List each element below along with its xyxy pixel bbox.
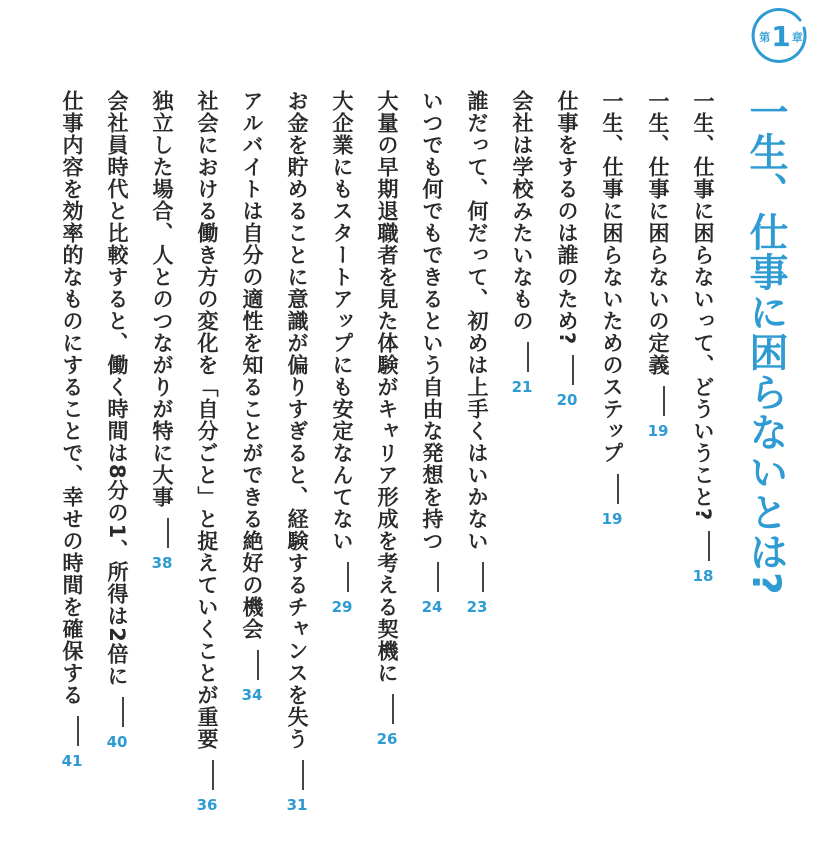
toc-entry-text: アルバイトは自分の適性を知ることができる絶好の機会 xyxy=(240,90,264,640)
chapter-prefix: 第 xyxy=(759,31,771,44)
toc-entry[interactable] xyxy=(331,90,352,615)
toc-entry[interactable] xyxy=(466,90,487,615)
toc-entry[interactable] xyxy=(196,90,217,813)
leader-line xyxy=(527,342,529,372)
toc-entry[interactable] xyxy=(647,90,668,439)
toc-entry[interactable] xyxy=(151,90,172,571)
chapter-title: 一生、仕事に困らないとは? xyxy=(743,92,788,596)
toc-page-number: 41 xyxy=(61,752,83,770)
toc-page-number: 36 xyxy=(196,796,218,814)
toc-entry-text: 一生、仕事に困らないの定義 xyxy=(646,90,670,376)
toc-entry[interactable] xyxy=(286,90,307,813)
toc-entry[interactable] xyxy=(511,90,532,395)
toc-entry-text: 会社は学校みたいなもの xyxy=(510,90,534,332)
toc-page-number: 40 xyxy=(106,732,128,751)
toc-entry[interactable] xyxy=(421,90,442,615)
toc-entry-text: 誰だって、何だって、初めは上手くはいかない xyxy=(465,90,489,552)
toc-entry[interactable] xyxy=(376,90,397,747)
toc-entry-text: いつでも何でもできるという自由な発想を持つ xyxy=(420,90,444,552)
toc-entry[interactable] xyxy=(241,90,262,703)
chapter-badge xyxy=(750,6,812,68)
toc-entry-text: 独立した場合、人とのつながりが特に大事 xyxy=(150,90,174,508)
toc-entry-text: 一生、仕事に困らないって、どういうこと? xyxy=(691,90,715,522)
toc-entry[interactable] xyxy=(61,90,82,769)
leader-line xyxy=(167,518,169,548)
toc-entry-text: 一生、仕事に困らないためのステップ xyxy=(600,90,624,464)
leader-line xyxy=(708,531,710,561)
toc-entry[interactable] xyxy=(106,90,127,750)
toc-entry-text: 社会における働き方の変化を「自分ごと」と捉えていくことが重要 xyxy=(195,90,219,750)
leader-line xyxy=(617,474,619,504)
toc-entry-text: 大企業にもスタートアップにも安定なんてない xyxy=(330,90,354,552)
leader-line xyxy=(122,697,124,727)
toc-page-number: 34 xyxy=(241,686,263,704)
toc-page-number: 29 xyxy=(331,598,353,616)
toc-entry-text: 仕事をするのは誰のため? xyxy=(555,90,579,346)
toc-page-number: 18 xyxy=(692,567,714,586)
toc-page-number: 20 xyxy=(556,391,578,410)
toc-page-number: 31 xyxy=(286,796,308,814)
leader-line xyxy=(77,716,79,746)
toc-entry-text: 大量の早期退職者を見た体験がキャリア形成を考える契機に xyxy=(375,90,399,684)
toc-page-number: 19 xyxy=(601,510,623,528)
toc-page-number: 24 xyxy=(421,598,443,616)
leader-line xyxy=(347,562,349,592)
toc-entry-text: 仕事内容を効率的なものにすることで、幸せの時間を確保する xyxy=(60,90,84,706)
toc-entry[interactable] xyxy=(556,90,577,408)
leader-line xyxy=(437,562,439,592)
toc-entry-text: 会社員時代と比較すると、働く時間は8分の1、所得は2倍に xyxy=(105,90,129,687)
leader-line xyxy=(257,650,259,680)
toc-entry[interactable] xyxy=(692,90,713,584)
leader-line xyxy=(212,760,214,790)
leader-line xyxy=(663,386,665,416)
toc-entry[interactable] xyxy=(601,90,622,527)
toc-page-number: 38 xyxy=(151,554,173,572)
leader-line xyxy=(572,355,574,385)
toc-page-number: 21 xyxy=(511,378,533,396)
chapter-number: 1 xyxy=(771,20,791,53)
leader-line xyxy=(302,760,304,790)
leader-line xyxy=(482,562,484,592)
chapter-suffix: 章 xyxy=(791,31,803,44)
toc-page-number: 19 xyxy=(647,422,669,440)
toc-entry-text: お金を貯めることに意識が偏りすぎると、経験するチャンスを失う xyxy=(285,90,309,750)
leader-line xyxy=(392,694,394,724)
toc-page-number: 26 xyxy=(376,730,398,748)
toc-page-number: 23 xyxy=(466,598,488,616)
